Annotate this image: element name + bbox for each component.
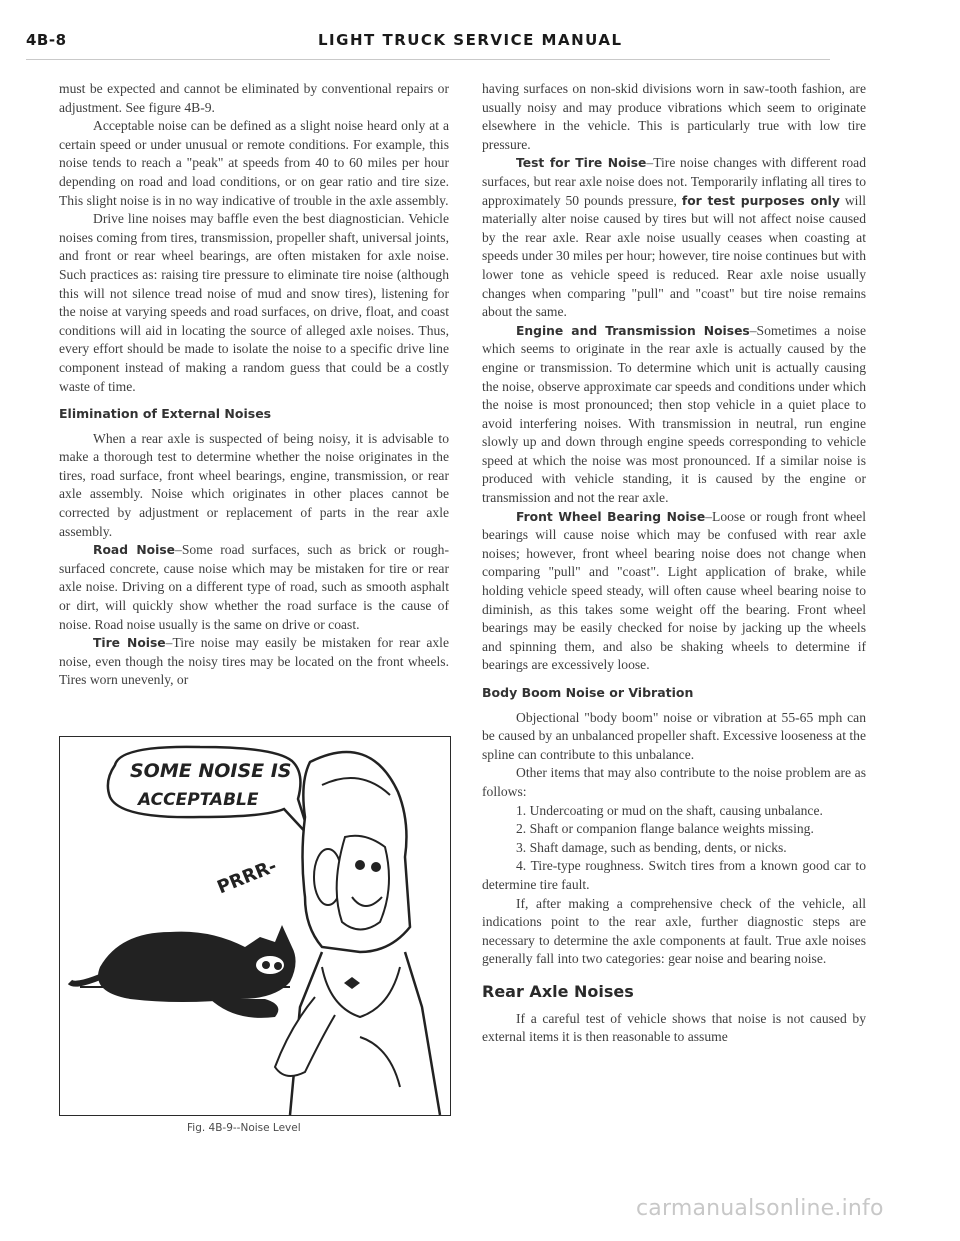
paragraph: If a careful test of vehicle shows that noise is not caused by external items it is then reasonable to assume — [482, 1010, 866, 1045]
bubble-text-line1: SOME NOISE IS — [130, 760, 292, 782]
watermark: carmanualsonline.info — [636, 1196, 884, 1221]
run-in-heading: Road Noise — [93, 543, 176, 558]
paragraph-text: Some road surfaces, such as brick or rough-surfaced concrete, cause noise which may be mistaken for tire or rear axle noise. Driving on a different type of road, such as smooth asphalt or dirt, will quickly show whether the road surface is the cause of noise. Road noise usually is the same on drive or coast. — [59, 542, 450, 632]
list-item: 4. Tire-type roughness. Switch tires from a known good car to determine tire fault. — [482, 858, 866, 892]
paragraph-text: Sometimes a noise which seems to originate in the rear axle is actually caused by the engine or transmission. To determine which unit is actually causing the noise, observe approximate car speeds and conditions under which the noise is most pronounced; then stop vehicle in a quiet place to avoid interfering noises. With transmission in neutral, run engine slowly up and down through engine speeds corresponding to vehicle speed at which the noise was most pronounced. If a similar noise is produced with vehicle standing, it is caused by the engine or transmission and not the rear axle. — [482, 322, 866, 506]
paragraph: Other items that may also contribute to the noise problem are as follows: — [482, 765, 866, 799]
run-in-heading: Test for Tire Noise — [516, 156, 647, 171]
section-heading-rear-axle: Rear Axle Noises — [482, 981, 634, 1001]
header-rule — [26, 59, 830, 60]
paragraph-tire-noise — [59, 634, 449, 690]
paragraph-front-wheel — [482, 508, 866, 675]
paragraph-text: Tire noise may easily be mistaken for rear axle noise, even though the noisy tires may be located on the front wheels. Tires worn unevenly, or — [59, 635, 449, 688]
dash: – — [175, 542, 182, 558]
subheading-body-boom: Body Boom Noise or Vibration — [482, 685, 694, 700]
paragraph: If, after making a comprehensive check of the vehicle, all indications point to the rear axle, further diagnostic steps are necessary to determine the axle components at fault. True axle noises generally fall into two categories: gear noise and bearing noise. — [482, 895, 866, 967]
list-item: 3. Shaft damage, such as bending, dents, or nicks. — [516, 839, 787, 855]
dash: – — [646, 155, 654, 171]
right-column — [482, 80, 866, 1047]
list-item: 2. Shaft or companion flange balance weights missing. — [516, 821, 814, 837]
dash: – — [165, 635, 173, 651]
left-column — [59, 80, 449, 690]
dash: – — [749, 322, 757, 338]
list-item: 1. Undercoating or mud on the shaft, causing unbalance. — [516, 802, 823, 818]
paragraph-engine-noises — [482, 322, 866, 508]
paragraph: When a rear axle is suspected of being noisy, it is advisable to make a thorough test to determine whether the noise originates in the tires, road surface, front wheel bearings, engine, transmission, or rear axle assembly. Noise which originates in other places cannot be corrected by adjustment or replacement of parts in the rear axle assembly. — [59, 430, 449, 539]
run-in-heading: Engine and Transmission Noises — [516, 323, 750, 338]
paragraph: Acceptable noise can be defined as a slight noise heard only at a certain speed or under unusual or remote conditions. For example, this noise tends to reach a "peak" at speeds from 40 to 60 miles per hour depending on road and load conditions, or on gear ratio and tire size. This slight noise is in no way indicative of trouble in the axle assembly. — [59, 118, 449, 208]
run-in-heading: Tire Noise — [93, 636, 166, 651]
cartoon-illustration — [60, 737, 450, 1115]
figure-illustration — [59, 736, 451, 1116]
paragraph-road-noise — [59, 541, 449, 634]
paragraph: having surfaces on non-skid divisions worn in saw-tooth fashion, are usually noisy and may produce vibrations which seem to originate elsewhere in the vehicle. This is particularly true with low tire pressure. — [482, 81, 866, 152]
cat-sound-text: PRRR- — [214, 855, 280, 899]
paragraph-text: Tire noise changes with different road surfaces, but rear axle noise does not. Temporarily inflating all tires to approximately 50 pounds pressure, — [482, 155, 866, 208]
figure-caption: Fig. 4B-9--Noise Level — [187, 1122, 301, 1134]
paragraph-text: Loose or rough front wheel bearings will cause noise which may be confused with rear axle noises; however, front wheel bearing noise does not change when comparing "pull" and "coast". Light application of brake, while holding vehicle speed steady, will often cause wheel bearing noise to diminish, as this takes some weight off the bearing. Front wheel bearings may be easily checked for noise by jacking up the wheels and spinning them, and also be shaking wheels to determine if bearings are excessively loose. — [482, 508, 866, 673]
page-number: 4B-8 — [26, 31, 67, 49]
paragraph: Objectional "body boom" noise or vibration at 55-65 mph can be caused by an unbalanced propeller shaft. Excessive looseness at the spline can contribute to this unbalance. — [482, 709, 866, 762]
running-head: LIGHT TRUCK SERVICE MANUAL — [318, 31, 623, 49]
paragraph-text: will materially alter noise caused by tires but will not affect noise caused by the rear axle. Rear axle noise usually ceases when coasting at speeds under 30 miles per hour; however, tire noise continues but with lower tone as vehicle speed is reduced. Rear axle noise usually changes when comparing "pull" and "coast" but tire noise remains about the same. — [482, 192, 867, 320]
dash: – — [705, 508, 713, 524]
subheading-external-noises: Elimination of External Noises — [59, 406, 272, 422]
paragraph-test-tire-noise — [482, 154, 866, 321]
bubble-text-line2: ACCEPTABLE — [138, 790, 259, 810]
emphasis-text: for test purposes only — [681, 193, 840, 208]
paragraph: Drive line noises may baffle even the best diagnostician. Vehicle noises coming from tires, transmission, propeller shaft, universal joints, and front or rear wheel bearings, are often mistaken for axle noise. Such practices as: raising tire pressure to eliminate tire noise (although this will not silence tread noise of mud and snow tires), listening for the noise at varying speeds and road surfaces, on drive, float, and coast conditions will aid in locating the source of alleged axle noises. Thus, every effort should be made to isolate the noise to a specific drive line component instead of making a random guess that could be a costly waste of time. — [59, 211, 449, 394]
run-in-heading: Front Wheel Bearing Noise — [516, 509, 706, 524]
paragraph: must be expected and cannot be eliminated by conventional repairs or adjustment. See figure 4B-9. — [59, 81, 449, 115]
